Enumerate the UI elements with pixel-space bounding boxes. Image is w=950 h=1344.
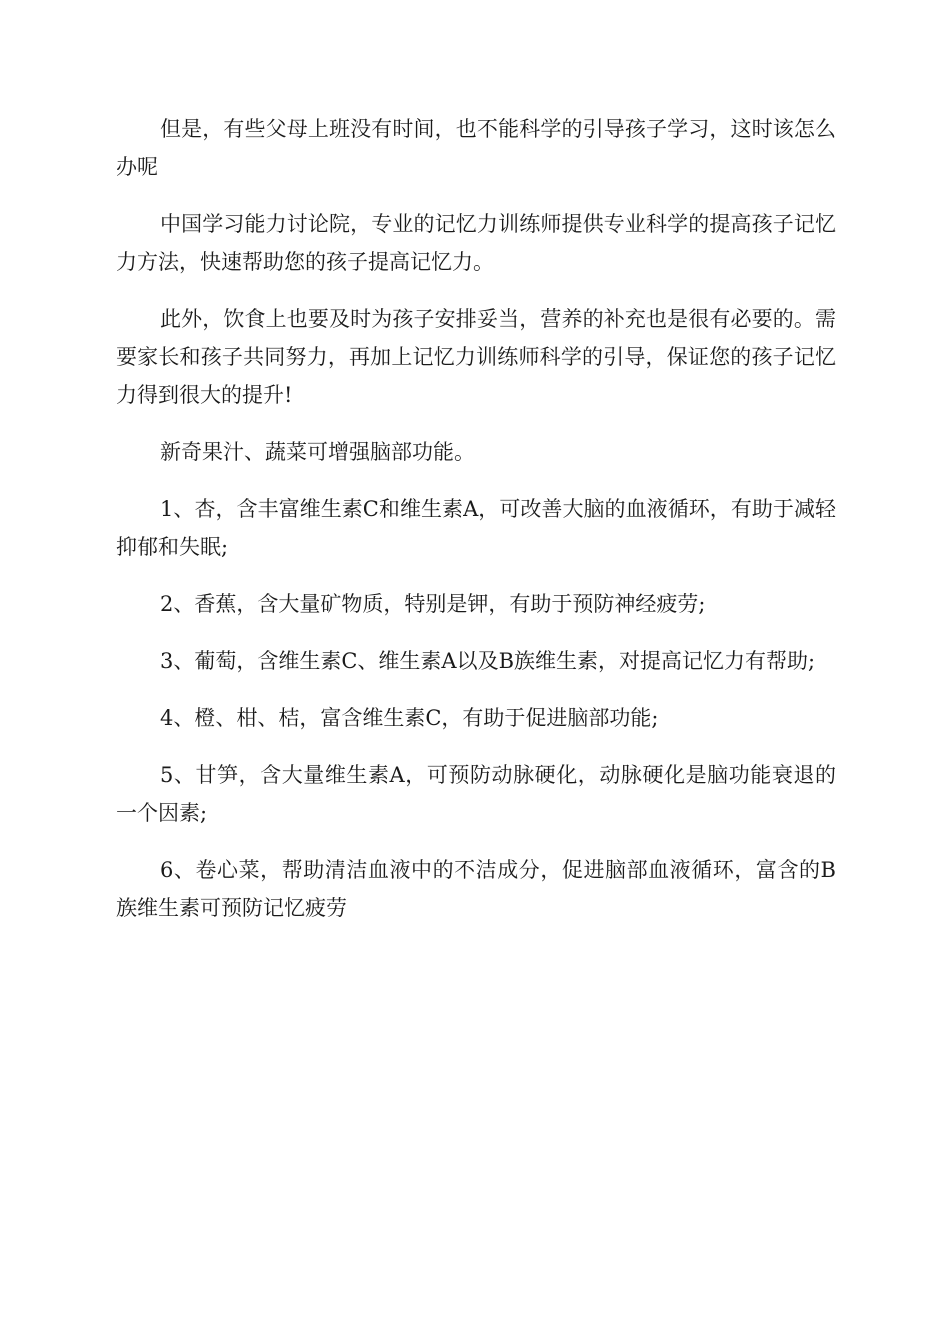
paragraph-institute: 中国学习能力讨论院，专业的记忆力训练师提供专业科学的提高孩子记忆力方法，快速帮助您的孩子提高记忆力。 [116,212,836,274]
paragraph-heading-fruits: 新奇果汁、蔬菜可增强脑部功能。 [160,440,475,464]
list-item-orange: 4、橙、柑、桔，富含维生素C，有助于促进脑部功能; [160,706,659,730]
list-item-apricot: 1、杏，含丰富维生素C和维生素A，可改善大脑的血液循环，有助于减轻抑郁和失眠; [116,497,836,559]
list-item-grape: 3、葡萄，含维生素C、维生素A以及B族维生素，对提高记忆力有帮助; [160,649,816,673]
paragraph-intro: 但是，有些父母上班没有时间，也不能科学的引导孩子学习，这时该怎么办呢 [116,117,836,179]
list-item-cabbage: 6、卷心菜，帮助清洁血液中的不洁成分，促进脑部血液循环，富含的B族维生素可预防记忆疲劳 [116,858,836,920]
list-item-carrot: 5、甘笋，含大量维生素A，可预防动脉硬化，动脉硬化是脑功能衰退的一个因素; [116,763,836,825]
document-page [116,110,836,946]
paragraph-diet: 此外，饮食上也要及时为孩子安排妥当，营养的补充也是很有必要的。需要家长和孩子共同努力，再加上记忆力训练师科学的引导，保证您的孩子记忆力得到很大的提升! [116,307,836,407]
list-item-banana: 2、香蕉，含大量矿物质，特别是钾，有助于预防神经疲劳; [160,592,706,616]
